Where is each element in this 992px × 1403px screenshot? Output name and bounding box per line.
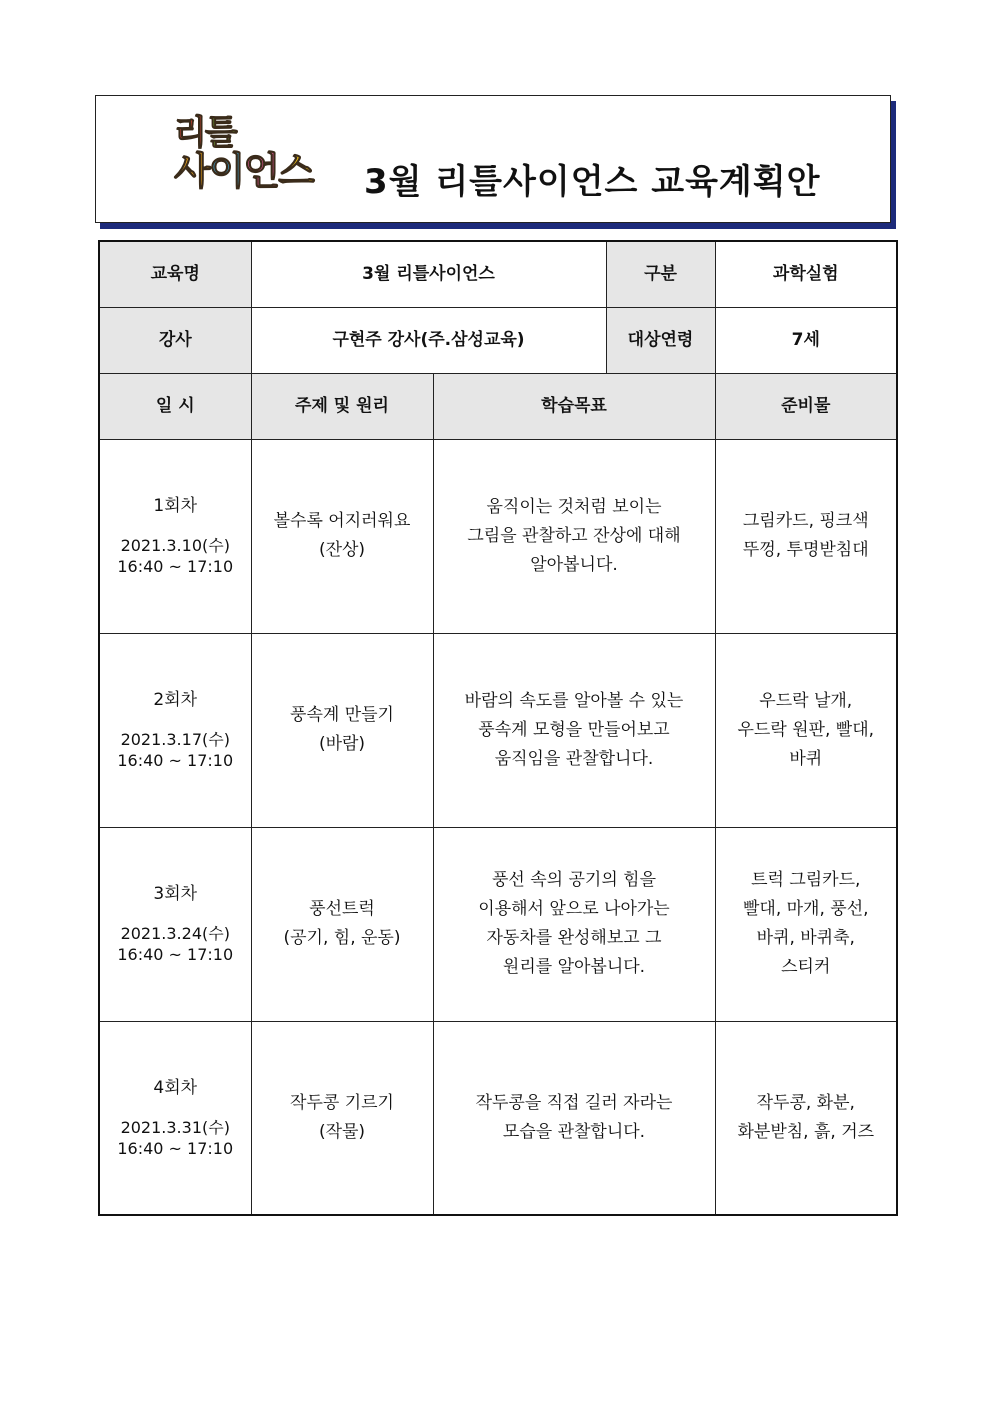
logo-char-3: 사 [174, 149, 209, 193]
logo-bottom-text [174, 149, 313, 193]
col-date: 일 시 [99, 373, 251, 439]
session-goal-cell [433, 827, 715, 1021]
session-date: 2021.3.10(수) [120, 536, 230, 555]
education-plan-table [98, 240, 898, 1216]
session-topic-cell [251, 827, 433, 1021]
topic-line: (잔상) [318, 540, 366, 560]
session-date: 2021.3.24(수) [120, 924, 230, 943]
session-date-cell [99, 827, 251, 1021]
little-science-logo [168, 110, 338, 200]
session-materials-cell [715, 439, 897, 633]
goal-line: 움직이는 것처럼 보이는 [486, 496, 662, 517]
goal-line: 그림을 관찰하고 잔상에 대해 [467, 525, 681, 546]
goal-line: 작두콩을 직접 길러 자라는 [475, 1092, 673, 1113]
session-topic-cell [251, 1021, 433, 1215]
course-row [99, 241, 897, 307]
session-number: 4회차 [153, 1077, 198, 1098]
session-goal-cell [433, 633, 715, 827]
instructor-row [99, 307, 897, 373]
session-topic-cell [251, 633, 433, 827]
materials-line: 그림카드, 핑크색 [742, 511, 869, 531]
session-time: 16:40 ~ 17:10 [117, 751, 234, 770]
age-label: 대상연령 [606, 307, 715, 373]
col-goal: 학습목표 [433, 373, 715, 439]
materials-line: 스티커 [781, 957, 831, 977]
session-date-cell [99, 1021, 251, 1215]
session-number: 3회차 [153, 884, 198, 904]
session-row [99, 439, 897, 633]
instructor-label: 강사 [99, 307, 251, 373]
materials-line: 우드락 날개, [759, 690, 853, 711]
logo-char-2: 틀 [204, 113, 236, 153]
materials-line: 트럭 그림카드, [751, 870, 861, 890]
col-materials: 준비물 [715, 373, 897, 439]
goal-line: 풍속계 모형을 만들어보고 [478, 719, 670, 740]
goal-line: 자동차를 완성해보고 그 [486, 928, 662, 948]
page-title: 3월 리틀사이언스 교육계획안 [364, 162, 821, 202]
materials-line: 바퀴 [789, 748, 823, 769]
session-row [99, 633, 897, 827]
category-value: 과학실험 [715, 241, 897, 307]
goal-line: 이용해서 앞으로 나아가는 [478, 899, 670, 919]
session-row [99, 1021, 897, 1215]
session-number: 1회차 [153, 496, 198, 516]
goal-line: 원리를 알아봅니다. [502, 957, 646, 977]
session-goal-cell [433, 439, 715, 633]
session-date: 2021.3.31(수) [120, 1117, 230, 1137]
logo-char-4: 이 [208, 149, 244, 193]
materials-line: 우드락 원판, 빨대, [737, 719, 875, 740]
instructor-value: 구현주 강사(주.삼성교육) [251, 307, 606, 373]
materials-line: 바퀴, 바퀴축, [756, 928, 855, 948]
logo-char-5: 언 [243, 149, 279, 193]
topic-line: (바람) [318, 734, 366, 754]
topic-line: 풍속계 만들기 [290, 705, 394, 725]
topic-line: 볼수록 어지러워요 [273, 511, 411, 531]
logo-char-1: 리 [174, 113, 205, 153]
session-date-cell [99, 439, 251, 633]
topic-line: 작두콩 기르기 [290, 1092, 394, 1113]
session-date-cell [99, 633, 251, 827]
session-topic-cell [251, 439, 433, 633]
session-goal-cell [433, 1021, 715, 1215]
session-materials-cell [715, 1021, 897, 1215]
materials-line: 뚜껑, 투명받침대 [742, 540, 869, 560]
goal-line: 알아봅니다. [530, 554, 618, 575]
session-number: 2회차 [153, 690, 198, 710]
session-date: 2021.3.17(수) [120, 730, 230, 749]
materials-line: 화분받침, 흙, 거즈 [737, 1121, 875, 1142]
column-header-row [99, 373, 897, 439]
age-value: 7세 [715, 307, 897, 373]
session-materials-cell [715, 633, 897, 827]
goal-line: 모습을 관찰합니다. [502, 1121, 646, 1142]
logo-top-text [174, 113, 236, 153]
goal-line: 풍선 속의 공기의 힘을 [492, 870, 657, 890]
goal-line: 움직임을 관찰합니다. [494, 748, 654, 769]
session-time: 16:40 ~ 17:10 [117, 945, 234, 964]
col-topic: 주제 및 원리 [251, 373, 433, 439]
topic-line: 풍선트럭 [309, 899, 375, 919]
topic-line: (작물) [318, 1121, 366, 1142]
course-label: 교육명 [99, 241, 251, 307]
category-label: 구분 [606, 241, 715, 307]
session-time: 16:40 ~ 17:10 [117, 1138, 234, 1158]
session-time: 16:40 ~ 17:10 [117, 557, 234, 576]
materials-line: 빨대, 마개, 풍선, [742, 899, 869, 919]
course-value: 3월 리틀사이언스 [251, 241, 606, 307]
materials-line: 작두콩, 화분, [756, 1092, 855, 1113]
session-materials-cell [715, 827, 897, 1021]
title-box [95, 95, 891, 223]
goal-line: 바람의 속도를 알아볼 수 있는 [464, 690, 684, 711]
topic-line: (공기, 힘, 운동) [283, 928, 401, 948]
logo-char-6: 스 [278, 149, 313, 193]
session-row [99, 827, 897, 1021]
